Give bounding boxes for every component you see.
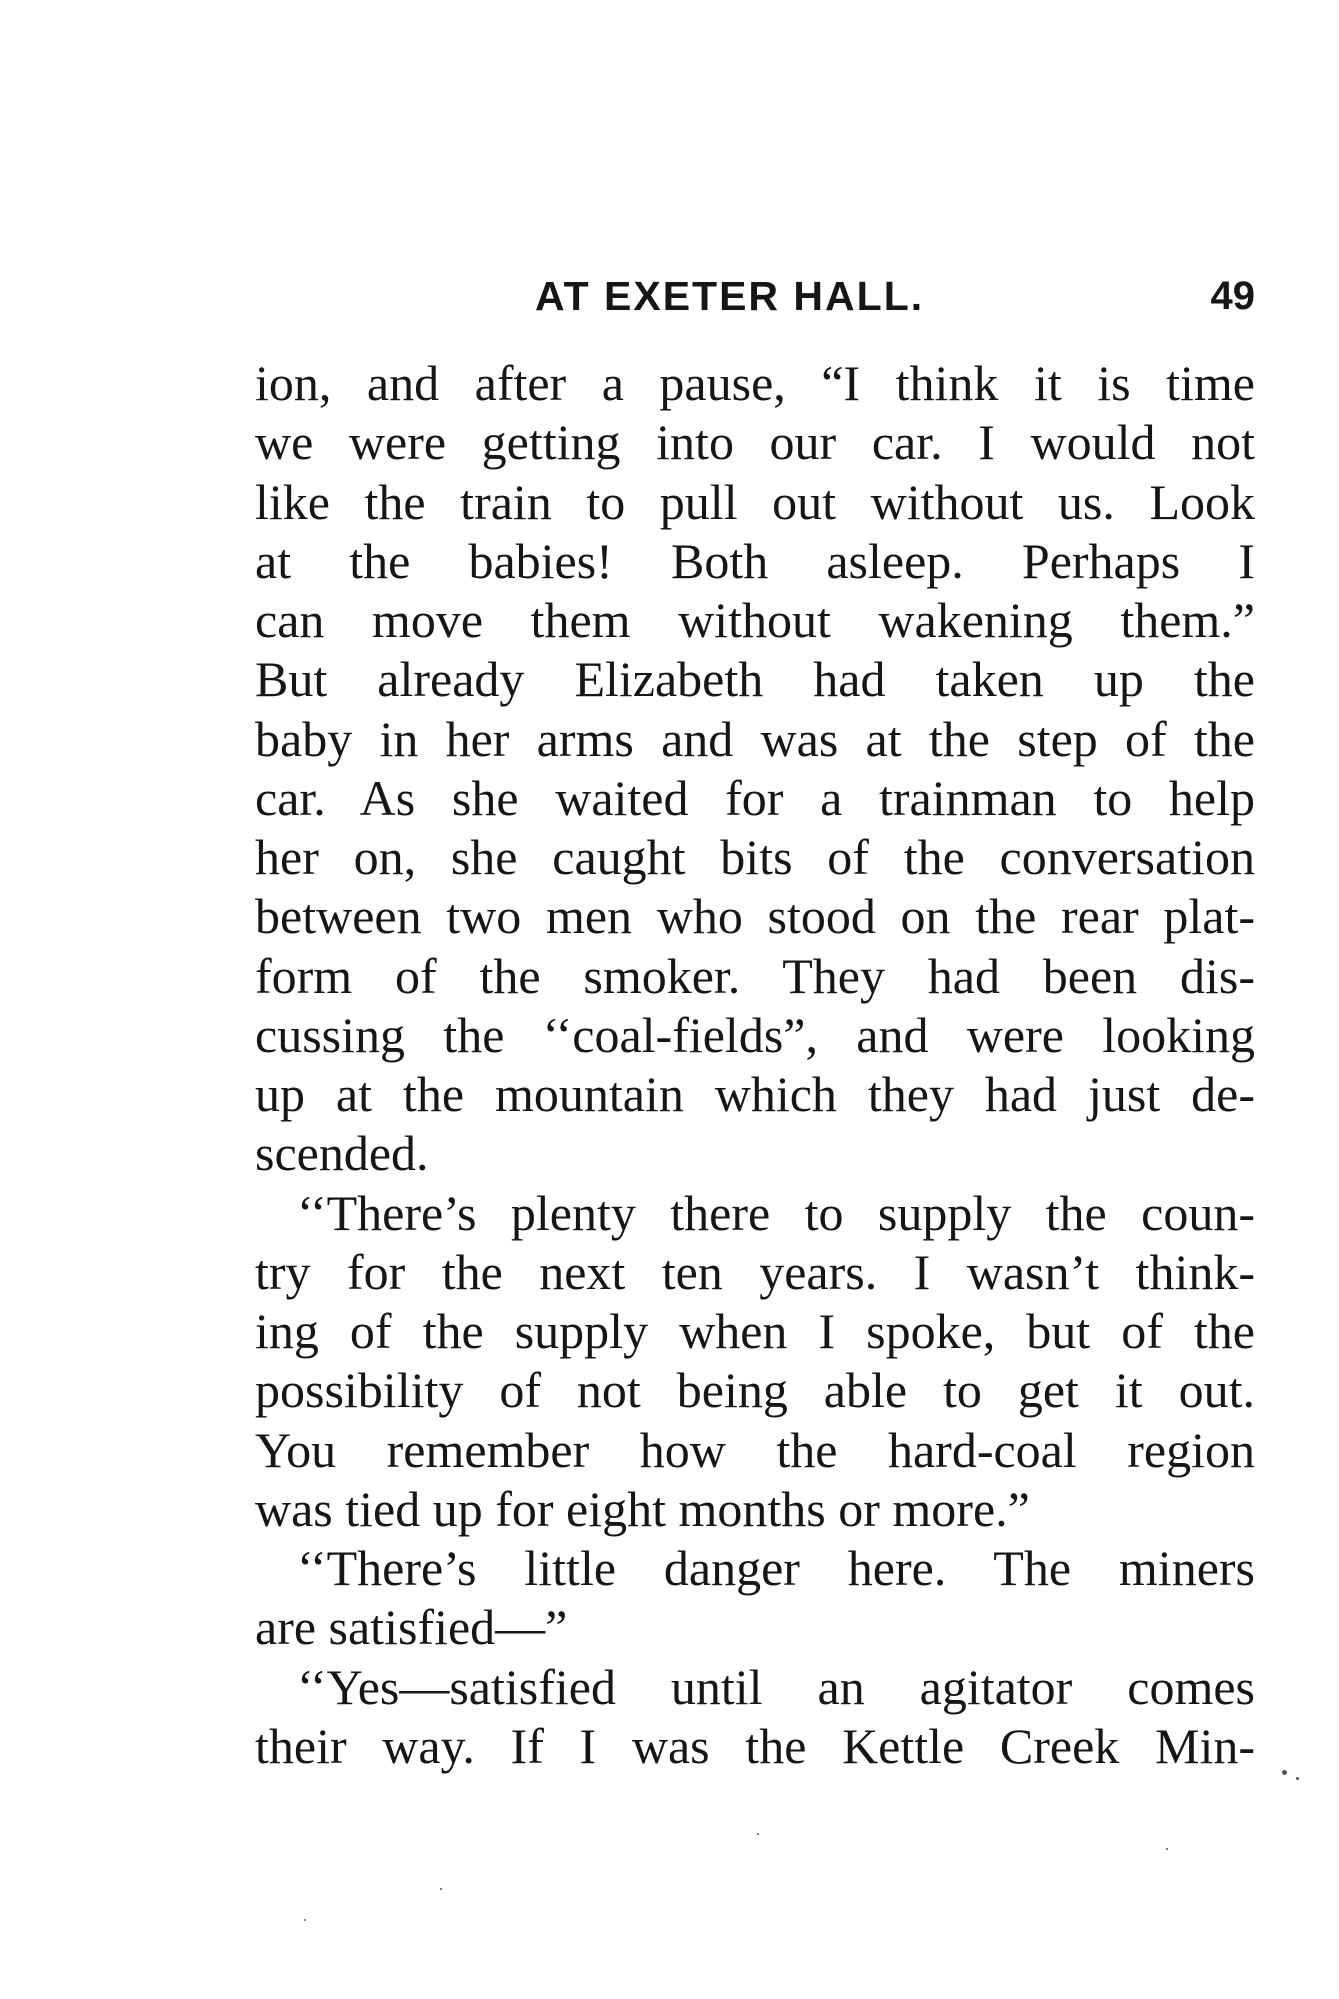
text-line: their way. If I was the Kettle Creek Min-: [255, 1717, 1255, 1774]
running-head: [255, 266, 1255, 326]
text-line: like the train to pull out without us. Look: [255, 473, 1255, 530]
text-line: cussing the ‘‘coal-fields”, and were looking: [255, 1006, 1255, 1063]
text-line: baby in her arms and was at the step of the: [255, 710, 1255, 767]
print-speck: [757, 1833, 759, 1835]
text-line: form of the smoker. They had been dis-: [255, 947, 1255, 1004]
text-line: are satisfied—”: [255, 1599, 568, 1656]
text-line: can move them without wakening them.”: [255, 592, 1255, 648]
text-line: car. As she waited for a trainman to help: [255, 769, 1255, 826]
text-line: possibility of not being able to get it out.: [255, 1362, 1255, 1419]
text-line: ‘‘There’s plenty there to supply the coun-: [297, 1184, 1255, 1241]
print-speck: [1296, 1777, 1299, 1780]
text-line: scended.: [255, 1125, 429, 1182]
print-speck: [304, 1919, 306, 1921]
text-line: You remember how the hard-coal region: [255, 1421, 1255, 1478]
text-line: her on, she caught bits of the conversation: [255, 829, 1255, 885]
text-line: up at the mountain which they had just de-: [255, 1066, 1255, 1122]
text-line: we were getting into our car. I would not: [255, 414, 1255, 471]
print-speck: [440, 1888, 442, 1890]
text-line: try for the next ten years. I wasn’t think-: [255, 1243, 1255, 1300]
text-line: at the babies! Both asleep. Perhaps I: [255, 532, 1255, 589]
text-line: ‘‘There’s little danger here. The miners: [297, 1540, 1255, 1596]
text-line: But already Elizabeth had taken up the: [255, 651, 1255, 708]
running-title: AT EXETER HALL.: [535, 273, 925, 319]
print-speck: [1282, 1770, 1287, 1775]
text-line: ‘‘Yes—satisfied until an agitator comes: [297, 1658, 1255, 1715]
text-line: was tied up for eight months or more.”: [255, 1480, 1030, 1537]
page-number: 49: [1210, 274, 1255, 318]
text-line: ing of the supply when I spoke, but of the: [255, 1303, 1255, 1359]
text-line: ion, and after a pause, “I think it is time: [255, 355, 1255, 411]
text-line: between two men who stood on the rear plat-: [255, 888, 1255, 945]
print-speck: [1166, 1848, 1168, 1850]
body-text: [255, 354, 1255, 1776]
